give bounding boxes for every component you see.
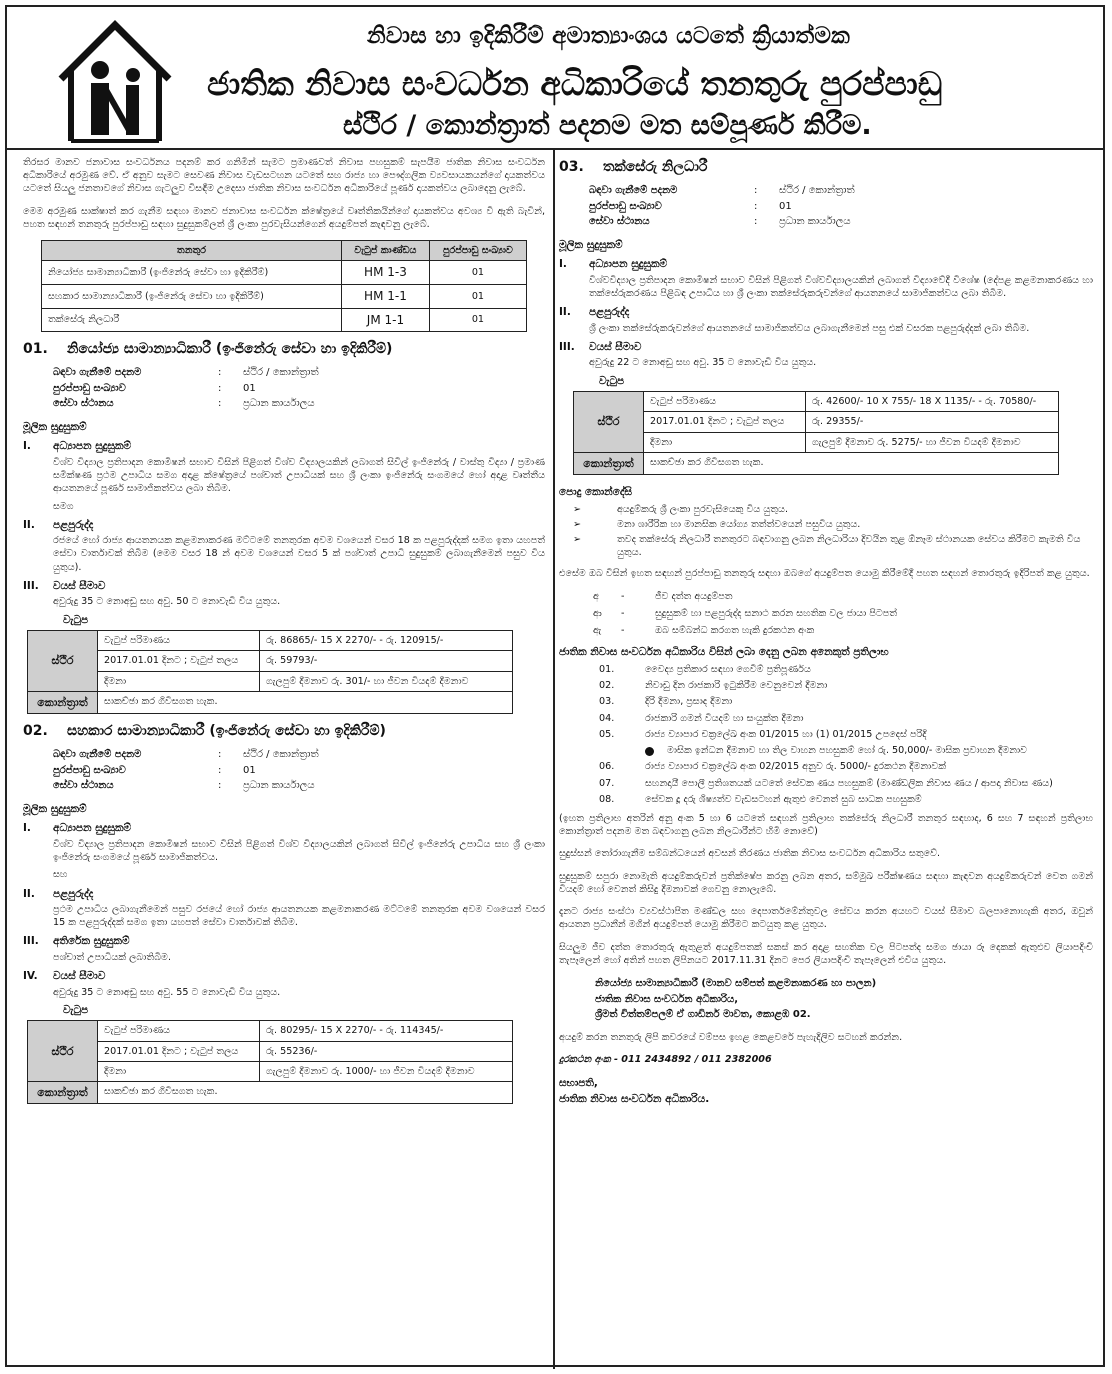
post-3-edu-text: විශ්වවිද්‍යාල ප්‍රතිපාදන කොමිෂන් සභාව විසින් පිළිගත් විශ්වවිද්‍යාලයකින් ලබාගත් විද්‍යාවේදී විශේෂ (දේපළ කළමනාකරණය හා තක්සේරුකරණය පිළිබඳ උපාධිය හා ශ්‍රී ලංකා තක්සේරුකරුවන්ගේ ආයතනයේ සාමාජිකත්වය ලබා තිබීම. [589,274,1093,300]
post-3-details [589,183,1093,230]
left-column [23,156,545,1108]
heading-text: අධ්‍යාපන සුදුසුකම් [53,822,132,835]
list-item-text: ජීව දත්ත අයදුම්පත [655,590,733,602]
roman-numeral: III. [23,935,39,948]
ministry-heading: නිවාස හා ඉදිකිරීම් අමාත්‍යාංශය යටතේ ක්‍රියාත්මක [367,23,850,49]
heading-text: අතිරේක සුදුසුකම් [53,935,130,948]
list-item [599,712,1093,725]
benefits-list-cont [559,760,1093,806]
vacancy-summary-table [41,240,527,332]
basic-quals-heading: මූලික සුදුසුකම් [23,802,87,815]
envelope-note: අයදුම් කරන තනතුරු ලිපි කවරයේ වම්පස ඉහළ කෙළවරේ පැහැදිලිව සටහන් කරන්න. [559,1031,903,1043]
advertisement-page [5,5,1105,1367]
post-3-title [559,158,1093,177]
cell-grade: HM 1-1 [342,284,430,308]
post-3-exp-text: ශ්‍රී ලංකා තක්සේරුකරුවන්ගේ ආයතනයේ සාමාජිකත්වය ලබාගැනීමෙන් පසු එක් වසරක පළපුරුද්දක් ලබා තිබීම. [589,322,1030,334]
table-row [42,284,527,308]
post-name: නියෝජ්‍ය සාමාන්‍යාධිකාරී (ඉංජිනේරු සේවා හා ඉදිකිරීම්) [67,341,393,358]
table-row [28,631,513,651]
colon: : [754,200,758,212]
colon: : [218,749,222,761]
phone-numbers: දුරකථන අංක - 011 2434892 / 011 2382006 [559,1053,772,1065]
heading-text: අධ්‍යාපන සුදුසුකම් [589,258,668,271]
col-header-grade: වැටුප් කාණ්ඩය [342,241,430,261]
item-letter: ආ [593,607,602,619]
list-item-text: තවද තක්සේරු නිලධාරී තනතුරට බඳවාගනු ලබන නිලධාරියා දිවයින තුළ ඕනෑම ස්ථානයක සේවය කිරීමට කැමති විය යුතුය. [617,534,1081,559]
colon: : [754,185,758,197]
colon: : [218,382,222,394]
age-heading [23,969,545,983]
list-item [573,518,1093,531]
experience-heading [23,518,545,532]
list-item-text: රාජකාරි ගමන් වියදම් හා සංයුක්ත දීමනා [645,712,804,724]
main-heading: ජාතික නිවාස සංවර්ධන අධිකාරියේ තනතුරු පුරප්පාඩු [207,64,943,103]
table-row [574,452,1059,474]
cell-label: දීමනා [98,1061,260,1081]
post-1-details [53,365,545,412]
label-station: සේවා ස්ථානය [53,780,114,792]
heading-text: පළපුරුද්ද [53,887,94,900]
signatory-title: සභාපති, [559,1077,598,1090]
address-line: ජාතික නිවාස සංවර්ධන අධිකාරිය, [595,993,739,1005]
post-2-title [23,722,545,741]
cell-label: 2017.01.01 දිනට ; වැටුප් තලය [98,1041,260,1061]
cell-value: රු. 80295/- 15 X 2270/- - රු. 114345/- [260,1021,513,1041]
table-row [42,261,527,285]
age-heading [559,340,1093,354]
experience-heading [23,887,545,901]
basic-quals-heading: මූලික සුදුසුකම් [23,420,87,433]
list-item [599,793,1093,806]
arrow-icon: ➢ [573,503,582,515]
cell-label: 2017.01.01 දිනට ; වැටුප් තලය [644,412,806,432]
label-station: සේවා ස්ථානය [53,398,114,410]
general-conditions-list [559,503,1093,560]
intro-paragraph-1: තිරසර මානව ජනාවාස සංවර්ධනය පදනම් කර ගනිමින් සැමට ප්‍රමාණවත් නිවාස පහසුකම් සැපයීම ජාතික නිවාස සංවර්ධන අධිකාරියේ අරමුණ වේ. ඒ අනුව සැමට සෙවණ නිවාස වැඩසටහන යටතේ සහ රාජ්‍ය හා පෞද්ගලික ව්‍යවසායකයන්ගේ දායකත්වය යටතේ සියලු ජනතාවගේ නිවාස ගැටලුව විසඳීම උදෙසා ජාතික නිවාස සංවර්ධන අධිකාරියේ පූර්ණ දායකත්වය ලබාදෙනු ලැබේ. [23,157,545,195]
list-item [599,679,1093,692]
item-dash: - [621,607,625,619]
apply-intro-text: එසේම ඔබ විසින් ඉහත සඳහන් පුරප්පාඩු තනතුරු සඳහා ඔබගේ අයදුම්පත යොමු කිරීමේදී පහත සඳහන් තොරතුරු ඉදිරිපත් කළ යුතුය. [559,568,1090,580]
list-item [573,503,1093,516]
heading-text: වයස් සීමාව [589,340,642,353]
contract-label: කොන්ත්‍රාත් [28,691,98,713]
edu-quals-heading [23,821,545,835]
table-row [28,1041,513,1061]
item-number: 03. [599,696,615,708]
table-row [28,1021,513,1041]
and-label: සමග [53,500,74,512]
colon: : [218,398,222,410]
benefits-list [559,663,1093,741]
roman-numeral: II. [23,887,35,900]
item-number: 08. [599,793,615,805]
list-item-text: වෛද්‍ය ප්‍රතිකාර සඳහා ගෙවීම් ප්‍රතිපූර්ණය [645,663,811,675]
value-basis: ස්ථිර / කොන්ත්‍රාත් [243,367,319,379]
post-1-age-text: අවුරුදු 35 ට නොඅඩු සහ අවු. 50 ට නොවැඩි විය යුතුය. [53,596,281,608]
item-dash: - [621,625,625,637]
permanent-label: ස්ථිර [574,392,644,453]
list-item [599,695,1093,708]
cell-value: රු. 29355/- [806,412,1059,432]
post-number: 03. [559,159,584,175]
post-3-age-text: අවුරුදු 22 ට නොඅඩු සහ අවු. 35 ට නොවැඩි විය යුතුය. [589,357,817,369]
edu-quals-heading [559,257,1093,271]
value-basis: ස්ථිර / කොන්ත්‍රාත් [243,749,319,761]
roman-numeral: I. [23,822,31,835]
address-line: නියෝජ්‍ය සාමාන්‍යාධිකාරී (මානව සම්පත් කළමනාකරණ හා පාලන) [595,978,877,990]
list-item-text: සුදුසුකම් හා පළපුරුද්ද සනාථ කරන සහතික වල ජායා පිටපත් [655,607,898,619]
list-item [593,607,1093,620]
cell-value: රු. 59793/- [260,651,513,671]
list-item-text: මාසික ඉන්ධන දීමනාව හා තිල වාහන පහසුකම් හෝ රු. 50,000/- මාසික ප්‍රවාහන දීමනාව [667,745,1028,757]
colon: : [218,367,222,379]
edu-quals-heading [23,439,545,453]
colon: : [218,780,222,792]
item-number: 07. [599,777,615,789]
list-item-text: අයදුම්කරු ශ්‍රී ලංකා පුරවැසියෙකු විය යුතුය. [617,503,789,515]
post-number: 01. [23,341,48,358]
list-item-text: දිරි දීමනා, ප්‍රසාද දීමනා [645,696,733,708]
cell-value: ගැලපුම් දීමනාව රු. 301/- හා ජීවන වියදම් දීමනාව [260,671,513,691]
cell-value: සාකච්ඡා කර ගිවිසගත හැක. [98,1082,513,1104]
cell-post: තක්සේරු නිලධාරී [42,308,342,332]
post-number: 02. [23,723,48,740]
note-3: සුදුසුකම් සපුරා නොමැති අයදුම්කරුවන් ප්‍රතික්ෂේප කරනු ලබන අතර, සම්මුඛ පරීක්ෂණය සඳහා කැඳවන අයදුම්කරුවන් වෙත ගමන් වියදම් හෝ වෙනත් කිසිදු දීමනාවක් ගෙවනු නොලැබේ. [559,870,1093,895]
salary-heading: වැටුප [63,613,89,626]
post-2-extra-text: පශ්චාත් උපාධියක් ලබාතිබීම. [53,951,171,963]
table-row [574,412,1059,432]
note-5: සියලුම ජීව දත්ත තොරතුරු ඇතුළත් අයදුම්පතක් සකස් කර අදාළ සහතික වල පිටපත්ද සමග ඡායා රූ දෙකක් ඇතුළුව ලියාපදිංචි තැපෑලෙන් හෝ අතින් පහත ලිපිනයට 2017.11.31 දිනට පෙර ලියාපදිංචි තැපෑලෙන් එවිය යුතුය. [559,941,1093,966]
item-letter: අ [593,590,599,602]
cell-label: දීමනා [98,671,260,691]
item-dash: - [621,590,625,602]
post-name: සහකාර සාමාන්‍යාධිකාරී (ඉංජිනේරු සේවා හා ඉදිකිරීම්) [67,723,386,740]
permanent-label: ස්ථිර [28,631,98,692]
list-item-text: නිවාඩු දින රාජකාරි ඉටුකිරීම වෙනුවෙන් දීමනා [645,680,828,692]
post-1-title [23,340,545,359]
item-number: 06. [599,761,615,773]
post-2-age-text: අවුරුදු 35 ට නොඅඩු සහ අවු. 55 ට නොවැඩි විය යුතුය. [53,986,281,998]
label-vacancies: පුරප්පාඩු සංඛ්‍යාව [53,382,126,394]
colon: : [218,764,222,776]
roman-numeral: III. [23,579,39,592]
value-basis: ස්ථිර / කොන්ත්‍රාත් [779,185,855,197]
house-family-logo-icon [55,17,175,145]
list-item [593,590,1093,603]
label-basis: බඳවා ගැනීමේ පදනම [53,367,142,379]
salary-heading: වැටුප [63,1003,89,1016]
cell-label: වැටුප් පරිමාණය [98,631,260,651]
note-2: සුදුස්සන් තෝරාගැනීම සම්බන්ධයෙන් අවසන් තීරණය ජාතික නිවාස සංවර්ධන අධිකාරිය සතුවේ. [559,848,941,860]
post-name: තක්සේරු නිලධාරී [603,159,708,175]
list-item-text: සහනදායී පොලී ප්‍රතිශතයක් යටතේ සේවක ණය පහසුකම් (මාණ්ඩලික නිවාස ණය / ආපදා නිවාස ණය) [645,777,1053,789]
list-item [599,663,1093,676]
table-row [28,651,513,671]
list-item [599,728,1093,741]
salary-heading: වැටුප [599,374,625,387]
table-row [42,308,527,332]
arrow-icon: ➢ [573,518,582,530]
age-heading [23,579,545,593]
post-3-salary-table [573,391,1059,475]
cell-grade: JM 1-1 [342,308,430,332]
roman-numeral: II. [23,518,35,531]
roman-numeral: III. [559,340,575,353]
signature-block [559,1075,1093,1108]
value-vacancies: 01 [243,764,256,776]
list-item-text: රාජ්‍ය ව්‍යාපාර චක්‍රලේඛ අංක 02/2015 අනුව රු. 5000/- දුරකථන දීමනාවක් [645,761,947,773]
cell-vacancies: 01 [429,261,526,285]
list-item [573,533,1093,559]
value-station: ප්‍රධාන කාර්යාලය [243,780,315,792]
item-number: 02. [599,680,615,692]
roman-numeral: II. [559,306,571,319]
table-row [574,392,1059,412]
list-item [599,777,1093,790]
experience-heading [559,305,1093,319]
note-1: (ඉහත ප්‍රතිලාභ අතරින් අනු අංක 5 හා 6 යටතේ සඳහන් ප්‍රතිලාභ තක්සේරු නිලධාරී තනතුර සඳහාද, 6 සහ 7 සඳහන් ප්‍රතිලාභ කොන්ත්‍රාත් පදනම මත බඳවාගනු ලබන නිලධාරීන්ට හිමි නොවේ) [559,813,1093,838]
header [7,7,1103,150]
arrow-icon: ➢ [573,534,582,545]
label-vacancies: පුරප්පාඩු සංඛ්‍යාව [53,764,126,776]
post-2-details [53,747,545,794]
address-line: ශ්‍රීමත් චිත්තම්පලම් ඒ ගාඩිනර් මාවත, කොළඹ 02. [595,1009,811,1021]
general-conditions-heading: පොදු කොන්දේසි [559,486,633,499]
and-label: සහ [53,869,68,881]
intro-paragraph-2: මෙම අරමුණ සාක්ෂාත් කර ගැනීම සඳහා මානව ජනාවාස සංවර්ධන ක්ෂේත්‍රයේ වෘත්තිකයින්ගේ දායකත්වය අවශ්‍ය වී ඇති බැවින්, පහත සඳහන් තනතුරු පුරප්පාඩු සඳහා සුදුසුකම්ලත් ශ්‍රී ලංකා පුරවැසියන්ගෙන් අයදුම්පත් කැඳවනු ලැබේ. [23,205,545,230]
cell-value: රු. 55236/- [260,1041,513,1061]
roman-numeral: IV. [23,970,38,983]
list-item [599,760,1093,773]
contract-label: කොන්ත්‍රාත් [574,452,644,474]
item-number: 01. [599,663,615,675]
postal-address [595,976,1093,1023]
col-header-post: තනතුර [42,241,342,261]
cell-grade: HM 1-3 [342,261,430,285]
value-station: ප්‍රධාන කාර්යාලය [779,216,851,228]
table-row [28,1061,513,1081]
cell-value: සාකච්ඡා කර ගිවිසගත හැක. [98,691,513,713]
column-divider [553,150,555,1369]
cell-label: දීමනා [644,432,806,452]
basic-quals-heading: මූලික සුදුසුකම් [559,238,623,251]
extra-quals-heading [23,934,545,948]
post-1-exp-text: රජයේ හෝ රාජ්‍ය ආයතනයක කළමනාකරණ මට්ටමේ තනතුරක අවම වශයෙන් වසර 18 ක පළපුරුද්දක් සමග ඉතා යහපත් සේවා වාර්තාවක් තිබීම (මෙම වසර 18 න් අවම වශයෙන් වසර 5 ක් පශ්චාත් උපාධි සුදුසුකම් ලබාගැනීමෙන් පසුව විය යුතුය). [53,535,545,573]
permanent-label: ස්ථිර [28,1021,98,1082]
list-item-text: ඔබ සම්බන්ධ කරගත හැකි දුරකථන අංක [655,625,815,637]
label-station: සේවා ස්ථානය [589,216,650,228]
contract-label: කොන්ත්‍රාත් [28,1082,98,1104]
cell-label: 2017.01.01 දිනට ; වැටුප් තලය [98,651,260,671]
roman-numeral: I. [559,258,567,271]
cell-vacancies: 01 [429,308,526,332]
cell-post: සහකාර සාමාන්‍යාධිකාරී (ඉංජිනේරු සේවා හා ඉදිකිරීම්) [42,284,342,308]
bullet-dot-icon [645,747,654,756]
sub-heading: ස්ථිර / කොන්ත්‍රාත් පදනම මත සම්පූර්ණ කිරීම. [343,110,872,141]
cell-value: ගැලපුම් දීමනාව රු. 1000/- හා ජීවන වියදම් දීමනාව [260,1061,513,1081]
benefit-bullet-item [645,744,1093,757]
table-row [28,671,513,691]
colon: : [754,216,758,228]
heading-text: පළපුරුද්ද [53,518,94,531]
cell-label: වැටුප් පරිමාණය [644,392,806,412]
heading-text: වයස් සීමාව [53,579,106,592]
post-2-exp-text: ප්‍රථම උපාධිය ලබාගැනීමෙන් පසුව රජයේ හෝ රාජ්‍ය ආයතනයක කළමනාකරණ මට්ටමේ තනතුරක අවම වශයෙන් වසර 15 ක පළපුරුද්දක් සමග ඉතා යහපත් සේවා වාර්තාවක් තිබීම. [53,904,545,929]
note-4: දැනට රාජ්‍ය සංස්ථා ව්‍යවස්ථාපිත මණ්ඩල සහ දෙපාර්තමේන්තුවල සේවය කරන අයහට වයස් සීමාව බලපානොහැකි අතර, ඔවුන් ආයතන ප්‍රධානීන් මගින් අයදුම්පත් යොමු කිරීමට කටයුතු කළ යුතුය. [559,906,1093,931]
signatory-org: ජාතික නිවාස සංවර්ධන අධිකාරිය. [559,1093,710,1106]
list-item-text: මනා ශාරීරික හා මානසික යෝග්‍ය තත්ත්වයෙන් පසුවිය යුතුය. [617,518,861,530]
post-2-edu-text: විශ්ව විද්‍යාල ප්‍රතිපාදන කොමිෂන් සභාව විසින් පිළිගත් විශ්ව විද්‍යාලයකින් ලබාගත් සිවිල් ඉංජිනේරු උපාධිය සහ ශ්‍රී ලංකා ඉංජිනේරු සංගමයේ පූර්ණ සාමාජිකත්වය. [53,838,545,864]
attachments-list [559,590,1093,638]
table-row [574,432,1059,452]
table-row [28,1082,513,1104]
cell-vacancies: 01 [429,284,526,308]
item-number: 04. [599,712,615,724]
cell-post: නියෝජ්‍ය සාමාන්‍යාධිකාරී (ඉංජිනේරු සේවා හා ඉදිකිරීම්) [42,261,342,285]
list-item-text: රාජ්‍ය ව්‍යාපාර චක්‍රලේඛ අංක 01/2015 හා (1) 01/2015 උපදෙස් පරිදි [645,728,927,740]
label-basis: බඳවා ගැනීමේ පදනම [53,749,142,761]
cell-value: ගැලපුම් දීමනාව රු. 5275/- හා ජීවන වියදම් දීමනාව [806,432,1059,452]
value-vacancies: 01 [779,200,792,212]
list-item [593,624,1093,637]
cell-label: වැටුප් පරිමාණය [98,1021,260,1041]
list-item-text: සේවක දූ දරු ශිෂ්‍යත්ව වැඩසටහන් ඇතුළු වෙනත් සුබ සාධක පහසුකම් [645,793,922,805]
cell-value: රු. 86865/- 15 X 2270/- - රු. 120915/- [260,631,513,651]
item-number: 05. [599,728,615,740]
heading-text: වයස් සීමාව [53,970,106,983]
value-station: ප්‍රධාන කාර්යාලය [243,398,315,410]
post-1-edu-text: විශ්ව විද්‍යාල ප්‍රතිපාදන කොමිෂන් සභාව විසින් පිළිගත් විශ්ව විද්‍යාලයකින් ලබාගත් සිවිල් ඉංජිනේරු / වාස්තු විද්‍යා / ප්‍රමාණ සමීක්ෂණ ප්‍රථම උපාධිය සමග අදාළ ක්ෂේත්‍රයේ පශ්චාත් උපාධියක් සහ ශ්‍රී ලංකා ඉංජිනේරු සංගමයේ හෝ අදාළ වෘත්තීය ආයතනයේ පූර්ණ සාමාජිකත්වය ලබා තිබීම. [53,456,545,495]
right-column [559,156,1093,1108]
label-vacancies: පුරප්පාඩු සංඛ්‍යාව [589,200,662,212]
benefits-heading: ජාතික නිවාස සංවර්ධන අධිකාරිය විසින් ලබා දෙනු ලබන අනෙකුත් ප්‍රතිලාභ [559,646,889,659]
roman-numeral: I. [23,440,31,453]
cell-value: රු. 42600/- 10 X 755/- 18 X 1135/- - රු. 70580/- [806,392,1059,412]
table-row [28,691,513,713]
item-letter: ඇ [593,625,602,637]
col-header-vacancies: පුරප්පාඩු සංඛ්‍යාව [429,241,526,261]
label-basis: බඳවා ගැනීමේ පදනම [589,185,678,197]
post-2-salary-table [27,1020,513,1104]
cell-value: සාකච්ඡා කර ගිවිසගත හැක. [644,452,1059,474]
value-vacancies: 01 [243,382,256,394]
post-1-salary-table [27,630,513,714]
heading-text: අධ්‍යාපන සුදුසුකම් [53,440,132,453]
heading-text: පළපුරුද්ද [589,306,630,319]
